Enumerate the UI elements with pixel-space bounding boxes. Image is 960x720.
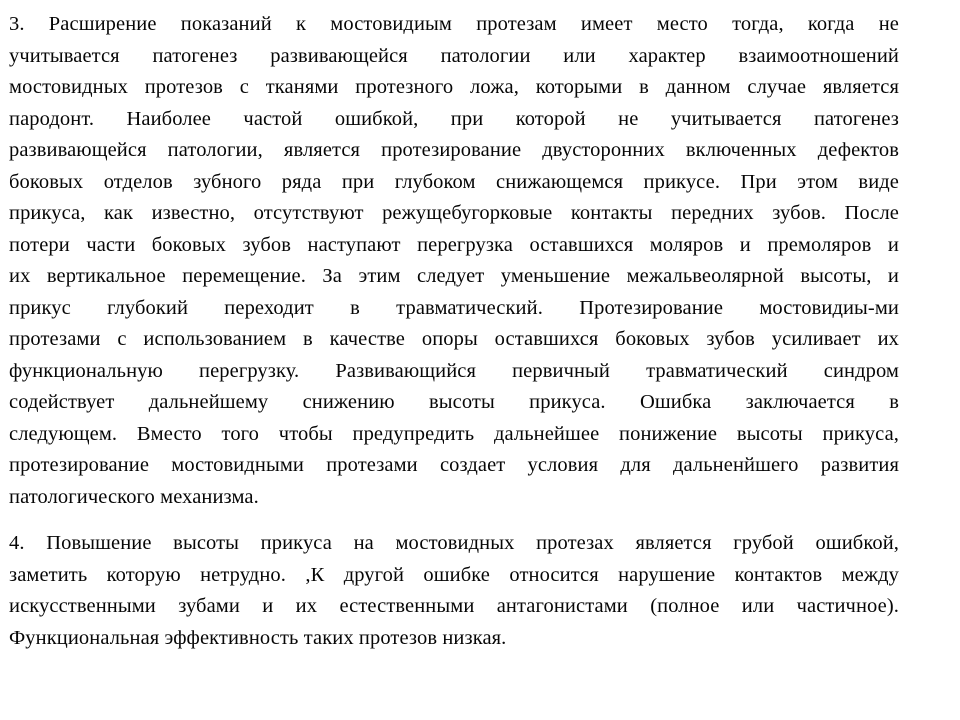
text-line: прикуса, как известно, отсутствуют режущебугорковые контакты передних зубов. После bbox=[9, 202, 899, 224]
text-line: пародонт. Наиболее частой ошибкой, при которой не учитывается патогенез bbox=[9, 107, 899, 130]
paragraph-3 bbox=[9, 9, 899, 513]
text-line: учитывается патогенез развивающейся патологии или характер взаимоотношений bbox=[9, 44, 899, 67]
text-line: патологического механизма. bbox=[9, 485, 259, 508]
text-line: их вертикальное перемещение. За этим следует уменьшение межальвеолярной высоты, и bbox=[9, 265, 899, 287]
text-line: искусственными зубами и их естественными антагонистами (полное или частичное). bbox=[9, 595, 899, 617]
text-line: Функциональная эффективность таких протезов низкая. bbox=[9, 626, 507, 649]
text-line: содействует дальнейшему снижению высоты прикуса. Ошибка заключается в bbox=[9, 391, 899, 413]
text-line: заметить которую нетрудно. ,К другой ошибке относится нарушение контактов между bbox=[9, 563, 899, 586]
text-line: боковых отделов зубного ряда при глубоком снижающемся прикусе. При этом виде bbox=[9, 170, 899, 193]
text-line: мостовидных протезов с тканями протезного ложа, которыми в данном случае является bbox=[9, 76, 899, 98]
text-line: протезирование мостовидными протезами создает условия для дальненйшего развития bbox=[9, 454, 899, 476]
text-line: прикус глубокий переходит в травматический. Протезирование мостовидиы-ми bbox=[9, 296, 899, 319]
text-line: 3. Расширение показаний к мостовидиым протезам имеет место тогда, когда не bbox=[9, 13, 899, 35]
text-line: развивающейся патологии, является протезирование двусторонних включенных дефектов bbox=[9, 139, 899, 161]
paragraph-4 bbox=[9, 528, 899, 654]
text-line: функциональную перегрузку. Развивающийся первичный травматический синдром bbox=[9, 359, 899, 382]
text-line: следующем. Вместо того чтобы предупредить дальнейшее понижение высоты прикуса, bbox=[9, 422, 899, 445]
text-line: потери части боковых зубов наступают перегрузка оставшихся моляров и премоляров и bbox=[9, 233, 899, 256]
text-line: 4. Повышение высоты прикуса на мостовидных протезах является грубой ошибкой, bbox=[9, 532, 899, 554]
text-line: протезами с использованием в качестве опоры оставшихся боковых зубов усиливает их bbox=[9, 328, 899, 350]
